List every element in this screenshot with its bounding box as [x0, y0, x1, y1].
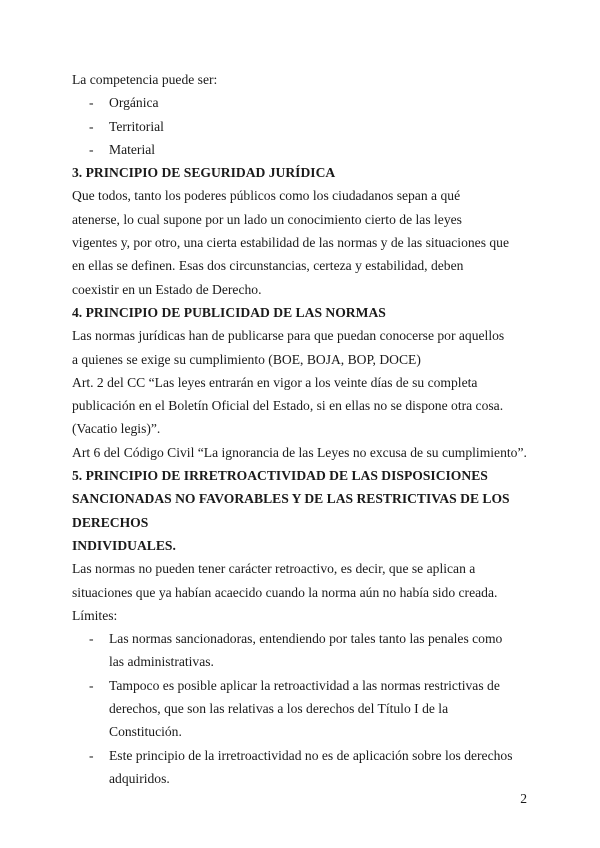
- section-5-heading: INDIVIDUALES.: [72, 537, 176, 553]
- text-line: Las normas jurídicas han de publicarse para que puedan conocerse por aquellos: [72, 328, 505, 344]
- intro-text: La competencia puede ser:: [72, 72, 218, 87]
- page-number: 2: [520, 791, 527, 806]
- dash-marker: -: [89, 747, 94, 763]
- dash-marker: -: [89, 677, 94, 693]
- text-line: Límites:: [72, 607, 118, 623]
- list-item: - Territorial: [72, 115, 532, 138]
- dash-marker: -: [89, 118, 94, 134]
- list-item: - Las normas sancionadoras, entendiendo por tales tanto las penales como las administrativas.: [72, 627, 532, 674]
- list-item: - Material: [72, 138, 532, 161]
- page-content: [72, 68, 532, 790]
- text-line: en ellas se definen. Esas dos circunstancias, certeza y estabilidad, deben: [72, 258, 464, 274]
- text-line: Art 6 del Código Civil “La ignorancia de las Leyes no excusa de su cumplimiento”.: [72, 444, 527, 460]
- section-4-heading: 4. PRINCIPIO DE PUBLICIDAD DE LAS NORMAS: [72, 304, 386, 320]
- list-item: - Este principio de la irretroactividad no es de aplicación sobre los derechos adquiridos.: [72, 744, 532, 791]
- text-line: Las normas no pueden tener carácter retroactivo, es decir, que se aplican a: [72, 561, 476, 577]
- text-line: vigentes y, por otro, una cierta estabilidad de las normas y de las situaciones que: [72, 235, 510, 251]
- section-5-heading: SANCIONADAS NO FAVORABLES Y DE LAS RESTRICTIVAS DE LOS DERECHOS: [72, 491, 510, 530]
- list-item: - Tampoco es posible aplicar la retroactividad a las normas restrictivas de derechos, que son las relativas a los derechos del Título I de la Constitución.: [72, 674, 532, 744]
- section-5-heading: 5. PRINCIPIO DE IRRETROACTIVIDAD DE LAS DISPOSICIONES: [72, 468, 488, 484]
- text-line: Que todos, tanto los poderes públicos como los ciudadanos sepan a qué: [72, 188, 461, 204]
- list-item: - Orgánica: [72, 91, 532, 114]
- text-line: coexistir en un Estado de Derecho.: [72, 281, 262, 297]
- text-line: Art. 2 del CC “Las leyes entrarán en vigor a los veinte días de su completa: [72, 374, 478, 390]
- dash-marker: -: [89, 631, 94, 647]
- section-3-heading: 3. PRINCIPIO DE SEGURIDAD JURÍDICA: [72, 165, 336, 181]
- dash-marker: -: [89, 141, 94, 157]
- text-line: atenerse, lo cual supone por un lado un conocimiento cierto de las leyes: [72, 211, 462, 227]
- text-line: a quienes se exige su cumplimiento (BOE, BOJA, BOP, DOCE): [72, 351, 421, 367]
- text-line: publicación en el Boletín Oficial del Estado, si en ellas no se dispone otra cosa.: [72, 398, 504, 414]
- limits-list: [72, 627, 532, 790]
- dash-marker: -: [89, 95, 94, 111]
- competencia-list: [72, 91, 532, 161]
- text-line: (Vacatio legis)”.: [72, 421, 161, 437]
- text-line: situaciones que ya habían acaecido cuando la norma aún no había sido creada.: [72, 584, 498, 600]
